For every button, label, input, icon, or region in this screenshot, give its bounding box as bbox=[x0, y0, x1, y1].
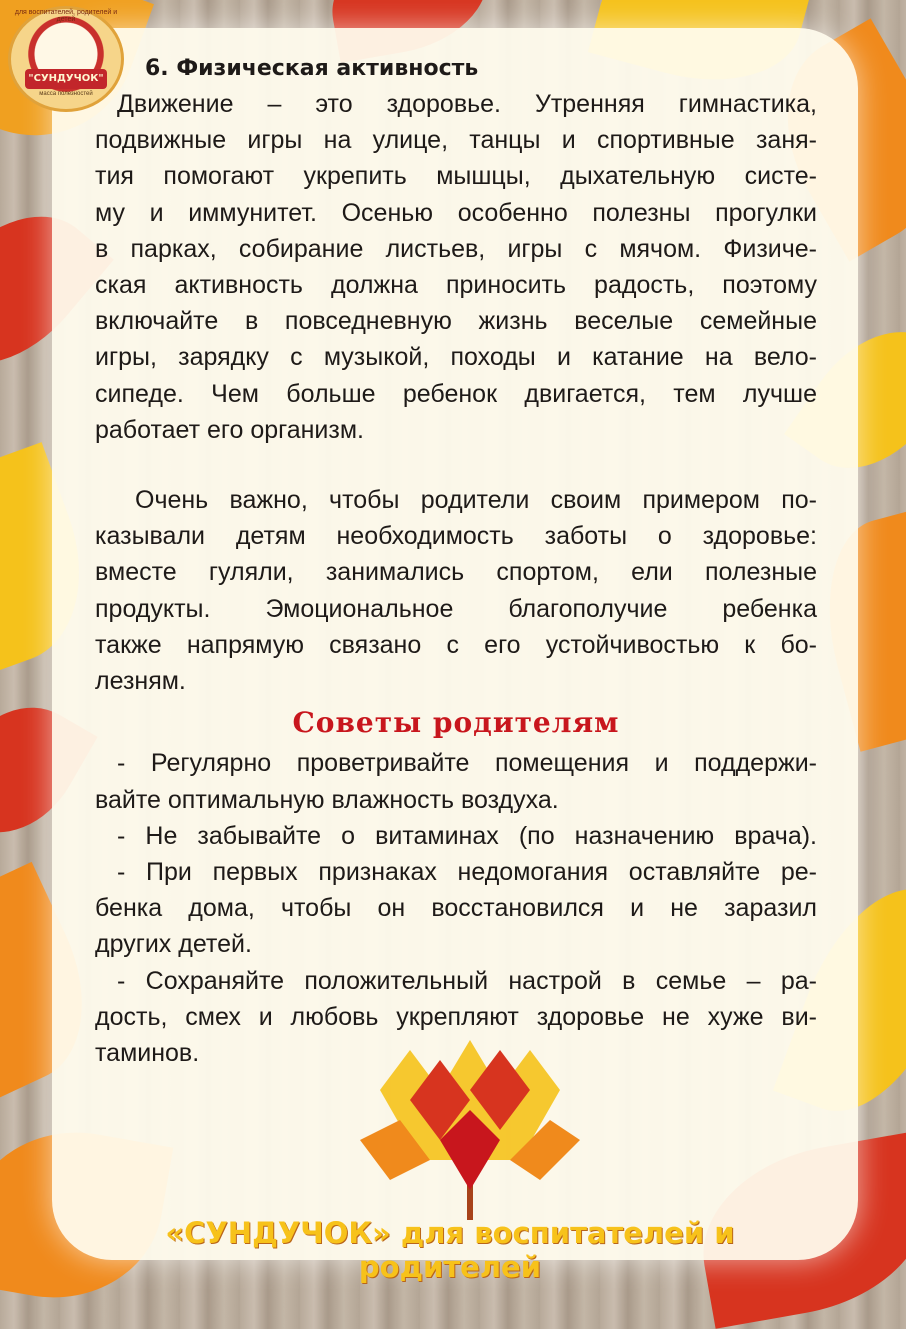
tip-line: таминов. bbox=[95, 1039, 200, 1068]
text-line: продукты. Эмоциональное благополучие ребенка bbox=[95, 594, 817, 623]
tip-line: - Не забывайте о витаминах (по назначению врача). bbox=[117, 821, 817, 850]
text-line: также напрямую связано с его устойчивостью к бо- bbox=[95, 630, 817, 659]
tip-line: - Регулярно проветривайте помещения и поддержи- bbox=[117, 749, 817, 778]
text-line: работает его организм. bbox=[95, 415, 364, 444]
leaf-bouquet-illustration bbox=[320, 1030, 620, 1220]
tip-line: вайте оптимальную влажность воздуха. bbox=[95, 785, 559, 814]
text-line: му и иммунитет. Осенью особенно полезны прогулки bbox=[95, 198, 817, 227]
text-line: казывали детям необходимость заботы о здоровье: bbox=[95, 522, 817, 551]
logo-arc-text: для воспитателей, родителей и детей bbox=[14, 9, 118, 23]
text-line: вместе гуляли, занимались спортом, ели полезные bbox=[95, 558, 817, 587]
text-line: подвижные игры на улице, танцы и спортивные заня- bbox=[95, 126, 817, 155]
text-line: сипеде. Чем больше ребенок двигается, тем лучше bbox=[95, 379, 817, 408]
text-line: ская активность должна приносить радость, поэтому bbox=[95, 271, 817, 300]
paragraph-1 bbox=[95, 86, 817, 448]
tip-line: - При первых признаках недомогания оставляйте ре- bbox=[117, 858, 817, 887]
logo-badge: "СУНДУЧОК" bbox=[25, 69, 107, 89]
logo-subtitle: масса полезностей bbox=[39, 91, 93, 97]
paragraph-2 bbox=[95, 482, 817, 699]
footer-brand-text: «СУНДУЧОК» для воспитателей и родителей bbox=[165, 1216, 735, 1284]
article-content bbox=[95, 52, 817, 1071]
text-line: включайте в повседневную жизнь веселые семейные bbox=[95, 307, 817, 336]
text-line: Движение – это здоровье. Утренняя гимнастика, bbox=[117, 90, 817, 118]
text-line: тия помогают укрепить мышцы, дыхательную систе- bbox=[95, 162, 817, 191]
text-line: игры, зарядку с музыкой, походы и катание на вело- bbox=[95, 343, 817, 372]
tip-line: дость, смех и любовь укрепляют здоровье не хуже ви- bbox=[95, 1002, 817, 1031]
tip-line: - Сохраняйте положительный настрой в семье – ра- bbox=[117, 966, 817, 995]
tips-list bbox=[95, 745, 817, 1071]
tips-title: Советы родителям bbox=[292, 706, 620, 740]
tip-line: бенка дома, чтобы он восстановился и не заразил bbox=[95, 894, 817, 923]
tip-line: других детей. bbox=[95, 930, 252, 959]
section-heading: 6. Физическая активность bbox=[145, 56, 479, 81]
text-line: лезням. bbox=[95, 667, 186, 696]
text-line: в парках, собирание листьев, игры с мячом. Физиче- bbox=[95, 234, 817, 263]
text-line: Очень важно, чтобы родители своим примером по- bbox=[135, 486, 817, 515]
